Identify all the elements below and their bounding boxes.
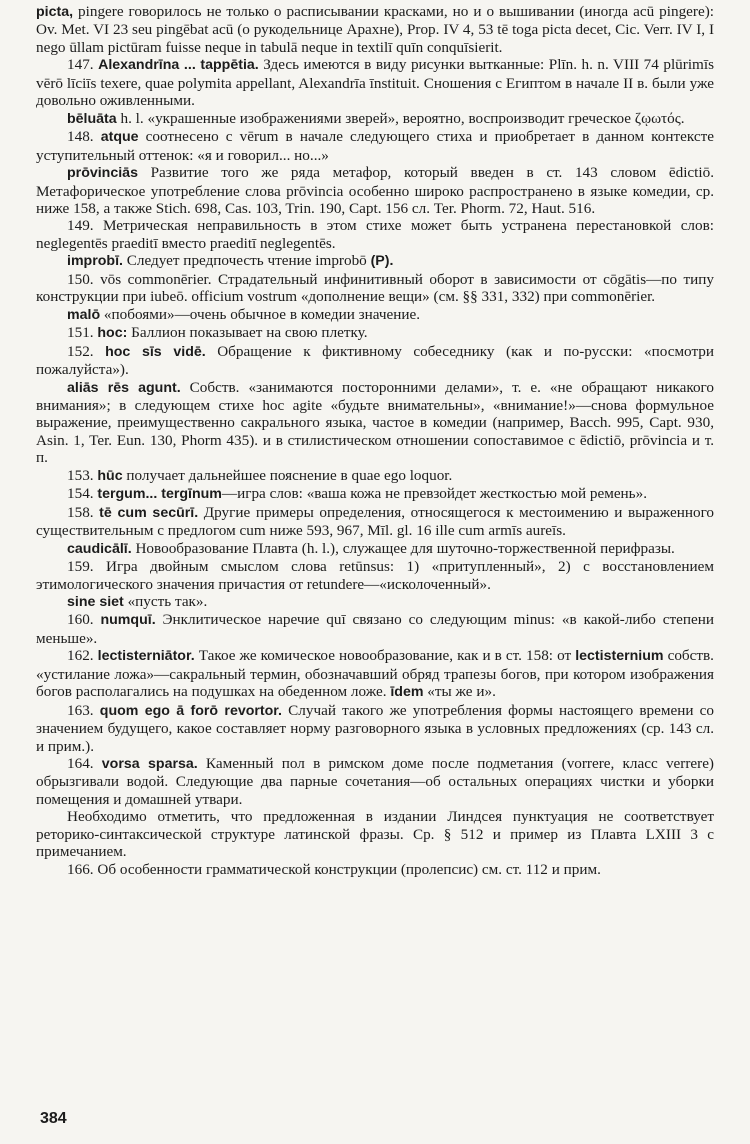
text-run: 152. (67, 342, 106, 360)
text-run: Необходимо отметить, что предложенная в издании Линдсея пунктуация не соответствует реторико-синтаксической структуре латинской фразы. Ср. § 512 и пример из Плавта LXIII 3 с примечанием. (36, 808, 714, 861)
bold-lemma: quom ego ā forō revortor. (99, 702, 282, 719)
body-text (36, 3, 714, 878)
text-run: Здесь имеются в виду рисунки вытканные: Plīn. h. n. VIII 74 plūrimīs vērō līciīs texere, quae polymita appellant, Alexandrīa īnstituit. Сношения с Египтом в начале II в. были уже довольно оживленными. (36, 56, 714, 110)
bold-lemma: improbī. (67, 253, 123, 270)
bold-lemma: lectisternium (575, 648, 664, 665)
text-run: 151. (67, 324, 98, 342)
text-run: «побоями»—очень обычное в комедии значение. (100, 305, 421, 323)
paragraph (36, 379, 714, 467)
text-run: 148. (67, 128, 101, 146)
bold-lemma: prōvinciās (67, 165, 138, 182)
bold-lemma: tergum... tergīnum (97, 486, 222, 503)
paragraph (36, 110, 714, 128)
bold-lemma: hoc: (97, 325, 128, 342)
text-run: 160. (67, 611, 101, 629)
paragraph (36, 593, 714, 611)
text-run: Такое же комическое новообразование, как и в ст. 158: от (194, 647, 576, 665)
bold-lemma: īdem (390, 684, 424, 701)
text-run: Обращение к фиктивному собеседнику (как и по-русски: «посмотри пожалуйста»). (36, 342, 714, 379)
text-run: Новообразование Плавта (h. l.), служащее для шуточно-торжественной перифразы. (131, 539, 675, 557)
text-run: h. l. «украшенные изображениями зверей», вероятно, воспроизводит греческое ζῳωτός. (116, 109, 685, 127)
bold-lemma: hūc (97, 467, 123, 484)
text-run: 163. (67, 701, 100, 719)
text-run: Случай такого же употребления формы настоящего времени со значением будущего, какое составляет норму разговорного языка в условных предложениях (ср. 143 сл. и прим.). (36, 701, 715, 755)
bold-lemma: bēluāta (67, 110, 117, 127)
bold-lemma: caudicālī. (67, 540, 132, 557)
text-run: получает дальнейшее пояснение в quae ego loquor. (122, 466, 453, 484)
text-run: Следует предпочесть чтение improbō (122, 252, 371, 270)
paragraph (36, 808, 714, 860)
paragraph (36, 306, 714, 324)
bold-lemma: picta, (36, 4, 74, 20)
bold-lemma: Alexandrīna ... tappētia. (98, 57, 259, 74)
bold-lemma: hoc sīs vidē. (105, 343, 206, 360)
paragraph (36, 252, 714, 270)
paragraph (36, 56, 714, 109)
text-run: Каменный пол в римском доме после подметания (vorrere, класс verrere) обрызгивали водой. Следующие два парные сочетания—об остальных операциях чистки и уборки помещения и домашней утвари. (36, 755, 714, 808)
text-run: 150. vōs commonērier. Страдательный инфинитивный оборот в зависимости от cōgātis—по типу конструкции при iubeō. officium vostrum «дополнение вещи» (см. §§ 331, 332) при commonērier. (36, 270, 714, 306)
bold-lemma: lectisterniātor. (97, 648, 195, 665)
text-run: 159. Игра двойным смыслом слова retūnsus: 1) «притупленный», 2) с восстановлением этимологического значения причастия от retundere—«исколоченный». (36, 558, 714, 593)
paragraph (36, 861, 714, 878)
text-run: Баллион показывает на свою плетку. (127, 324, 368, 342)
text-run: pingere говорилось не только о расписывании красками, но и о вышивании (иногда acū pingere): Ov. Met. VI 23 seu pingēbat acū (о рукодельнице Арахне), Prop. IV 4, 53 tē toga picta decet, Cic. Verr. IV I, I nego ūllam pictūram fuisse neque in tabulā neque in textilī quīn conquīsierit. (36, 3, 714, 56)
bold-lemma: atque (100, 129, 139, 146)
text-run: Другие примеры определения, относящегося к местоимению и выраженного существительным с предлогом cum ниже 593, 967, Mīl. gl. 16 ille cum armīs aureīs. (36, 503, 715, 540)
paragraph (36, 217, 714, 252)
paragraph (36, 647, 714, 701)
paragraph (36, 485, 714, 503)
paragraph (36, 611, 714, 647)
text-run: «пусть так». (123, 592, 208, 610)
text-run: —игра слов: «ваша кожа не превзойдет жесткостью мой ремень». (221, 485, 647, 503)
bold-lemma: numquī. (100, 612, 156, 629)
paragraph (36, 540, 714, 558)
paragraph (36, 128, 714, 164)
text-run: «ты же и». (423, 683, 496, 701)
text-run: 162. (67, 647, 98, 665)
paragraph (36, 164, 714, 217)
bold-lemma: (P). (370, 253, 394, 270)
bold-lemma: vorsa sparsa. (101, 756, 198, 773)
text-run: 158. (67, 503, 100, 521)
paragraph (36, 271, 714, 306)
text-run: соотнесено с vērum в начале следующего стиха и приобретает в данном контексте уступительный оттенок: «я и говорил... но...» (36, 128, 715, 164)
paragraph (36, 3, 714, 56)
bold-lemma: aliās rēs agunt. (67, 379, 181, 396)
bold-lemma: tē cum secūrī. (99, 504, 199, 521)
page-number: 384 (40, 1110, 67, 1127)
paragraph (36, 343, 714, 379)
text-run: Развитие того же ряда метафор, который введен в ст. 143 словом ēdictiō. Метафорическое употребление слова prōvincia особенно широко распространено в языке комедии, ср. ниже 158, а также Stich. 698, Cas. 103, Trin. 190, Capt. 156 сл. Ter. Phorm. 72, Haut. 516. (36, 164, 714, 217)
text-run: 147. (67, 56, 99, 74)
paragraph (36, 558, 714, 593)
text-run: 164. (67, 755, 102, 773)
paragraph (36, 467, 714, 485)
text-run: 149. Метрическая неправильность в этом стихе может быть устранена перестановкой слов: neglegentēs praeditī вместо praeditī neglegentēs. (36, 217, 714, 252)
text-run: собств. «устилание ложа»—сакральный термин, обозначавший обряд трапезы богов, при котором изображения богов располагались на подушках на обеденном ложе. (36, 647, 714, 701)
text-run: Собств. «занимаются посторонними делами», т. е. «не обращают никакого внимания»; в следующем стихе hoc agite «будьте внимательны», «внимание!»—снова формульное выражение, преимущественно сакрального языка, частое в комедии (например, Bacch. 995, Capt. 930, Asin. 1, Ter. Eun. 130, Phorm 435). и в стилистическом отношении сопоставимое с ēdictiō, prōvincia и т. п. (36, 378, 714, 467)
paragraph (36, 504, 714, 540)
paragraph (36, 702, 714, 755)
text-run: Энклитическое наречие quī связано со следующим minus: «в какой-либо степени меньше». (36, 611, 715, 647)
text-run: 166. Об особенности грамматической конструкции (пролепсис) см. ст. 112 и прим. (67, 860, 601, 878)
bold-lemma: sine siet (67, 593, 124, 610)
text-run: 154. (67, 485, 98, 503)
bold-lemma: malō (67, 306, 101, 323)
paragraph (36, 324, 714, 342)
paragraph (36, 755, 714, 808)
text-run: 153. (67, 466, 98, 484)
